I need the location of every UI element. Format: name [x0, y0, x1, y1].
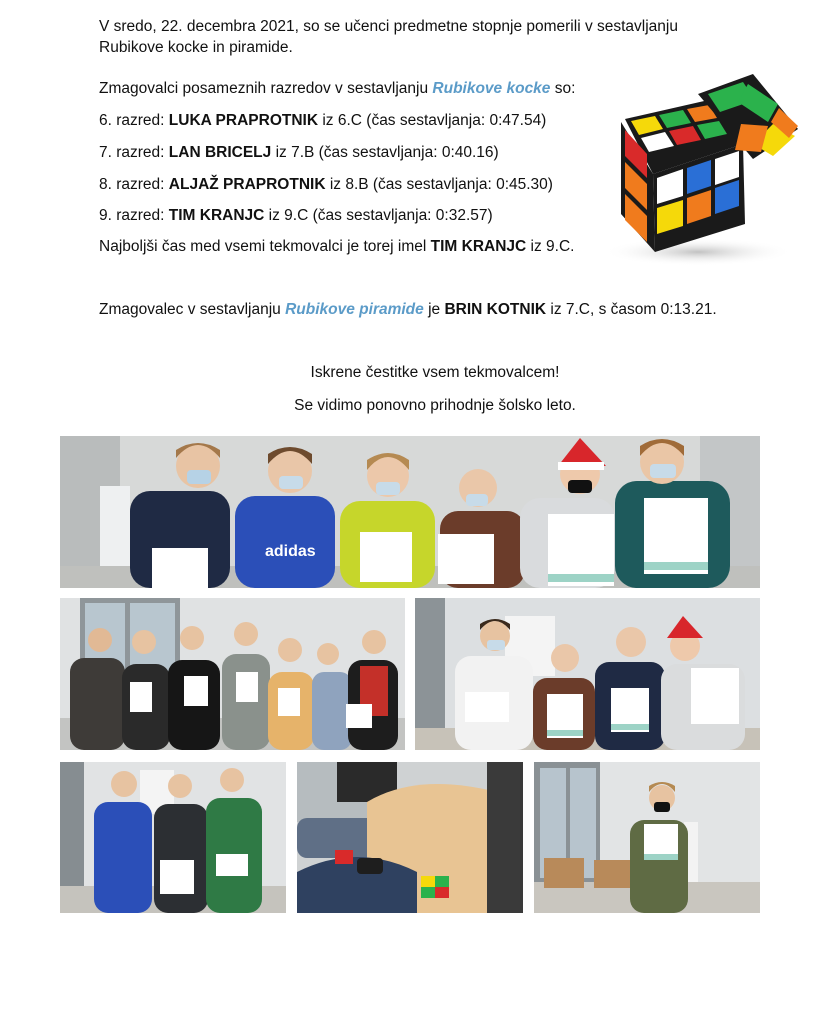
winner-name: ALJAŽ PRAPROTNIK — [168, 176, 326, 193]
winner-grade: 7. razred: — [99, 144, 169, 161]
group-photo-1 — [60, 436, 760, 588]
winner-detail: iz 8.B (čas sestavljanja: 0:45.30) — [325, 176, 553, 193]
shirt-print-text: adidas — [265, 543, 316, 560]
cube-lead — [99, 79, 575, 99]
intro-line-2: Rubikove kocke in piramide. — [99, 39, 293, 56]
group-photo-2 — [60, 598, 405, 750]
best-end: iz 9.C. — [526, 238, 575, 255]
cube-lead-end: so: — [550, 80, 576, 97]
group-photo-4 — [60, 762, 286, 913]
pyramid-line — [99, 300, 717, 320]
winner-detail: iz 7.B (čas sestavljanja: 0:40.16) — [271, 144, 499, 161]
winner-row-8 — [99, 175, 553, 195]
winner-grade: 9. razred: — [99, 207, 169, 224]
closing-line-2: Se vidimo ponovno prihodnje šolsko leto. — [294, 397, 576, 414]
best-text: Najboljši čas med vsemi tekmovalci je torej imel — [99, 238, 431, 255]
winner-grade: 6. razred: — [99, 112, 169, 129]
winner-detail: iz 9.C (čas sestavljanja: 0:32.57) — [264, 207, 493, 224]
winner-photo — [534, 762, 760, 913]
winner-row-7 — [99, 143, 499, 163]
winner-name: LAN BRICELJ — [168, 144, 272, 161]
winner-detail: iz 6.C (čas sestavljanja: 0:47.54) — [318, 112, 547, 129]
winner-row-6 — [99, 111, 546, 131]
cube-lead-highlight: Rubikove kocke — [432, 80, 551, 97]
best-time-line — [99, 237, 574, 257]
pyramid-text: Zmagovalec v sestavljanju — [99, 301, 286, 318]
winner-name: LUKA PRAPROTNIK — [168, 112, 319, 129]
closing-line-1: Iskrene čestitke vsem tekmovalcem! — [310, 364, 560, 381]
intro-line-1: V sredo, 22. decembra 2021, so se učenci predmetne stopnje pomerili v sestavljanju — [99, 18, 678, 35]
pyramid-highlight: Rubikove piramide — [285, 301, 424, 318]
pyramid-winner-name: BRIN KOTNIK — [444, 301, 547, 318]
pyramid-mid: je — [423, 301, 445, 318]
winner-row-9 — [99, 206, 493, 226]
cube-lead-text: Zmagovalci posameznih razredov v sestavljanju — [99, 80, 433, 97]
rubiks-cube-image — [603, 74, 803, 269]
best-name: TIM KRANJC — [430, 238, 527, 255]
winner-grade: 8. razred: — [99, 176, 169, 193]
pyramid-end: iz 7.C, s časom 0:13.21. — [546, 301, 717, 318]
winner-name: TIM KRANJC — [168, 207, 265, 224]
group-photo-3 — [415, 598, 760, 750]
solving-photo — [297, 762, 523, 913]
